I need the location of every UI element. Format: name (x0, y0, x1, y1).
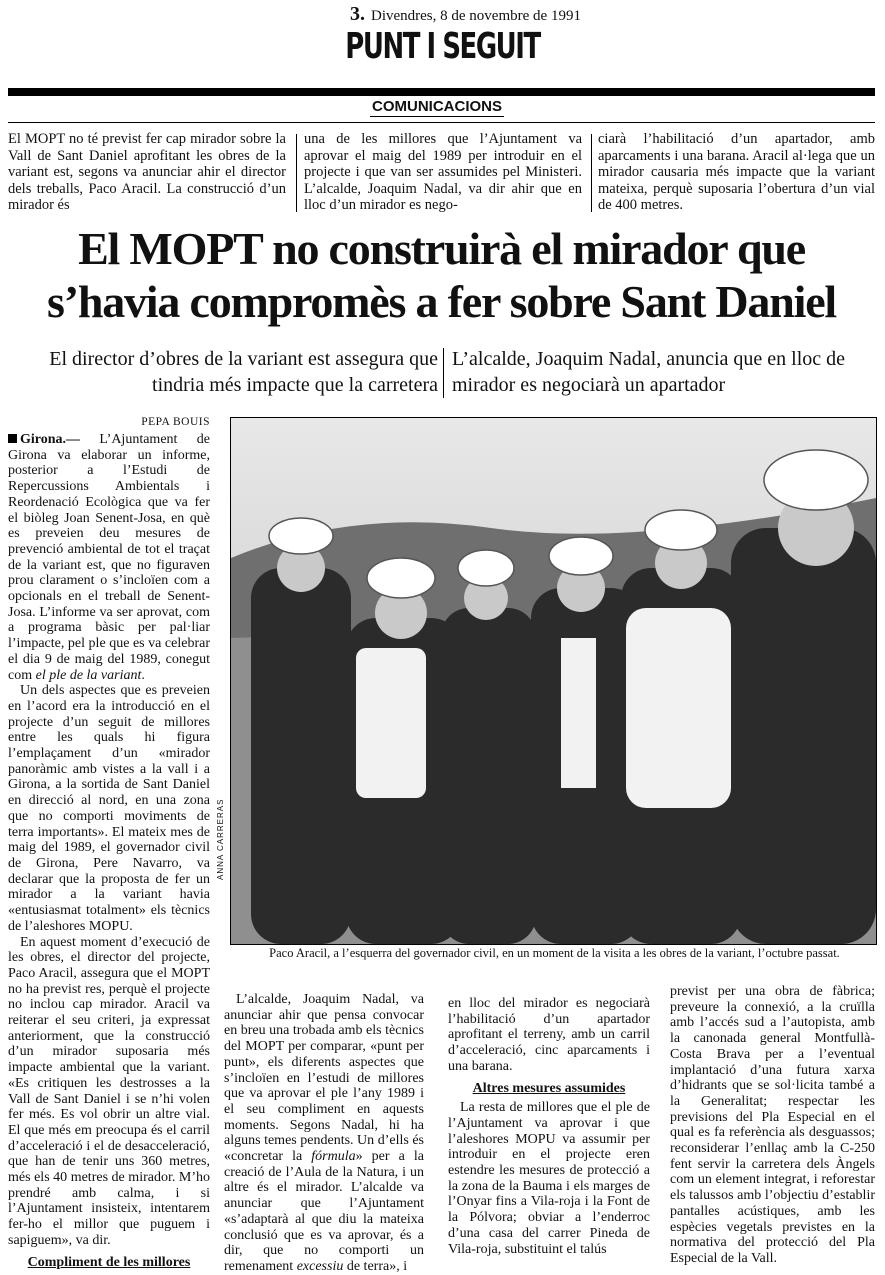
deck-left: El director d’obres de la variant est assegura que tindria més impacte que la carretera (49, 348, 438, 396)
paragraph: En aquest moment d’execució de les obres, el director del projecte, Paco Aracil, assegura que el MOPT no ha previst res, perquè el projecte no inclou cap mirador. Aracil va reiterar el seu criteri, ja expressat anteriorment, que la construcció d’un mirador suposaria més impacte ambiental que la variant. «Es critiquen les destrosses a la Vall de Sant Daniel i se n’hi volen fer més. Es vol obrir un altre vial. El que més em preocupa és el carril d’acceleració i el de desacceleració, que han de tenir uns 360 metres, més els 40 metres de mirador. M’ho prendré amb calma, i si l’Ajuntament insisteix, intentarem fer-ho el millor que puguem i sapiguem», va dir. (8, 934, 210, 1248)
paragraph: Un dels aspectes que es preveien en l’acord era la introducció en el projecte d’un seguit de millores entre les quals hi figura l’emplaçament d’un «mirador panoràmic amb vistes a la vall i a Girona, a la sortida de Sant Daniel en direcció al nord, en una zona que no comporti moviments de terra importants». El mateix mes de maig del 1989, el governador civil de Girona, Pere Navarro, va declarar que la proposta de fer un mirador a la variant havia «entusiasmat totalment» els tècnics de l’aleshores MOPU. (8, 683, 210, 934)
lead-column-3: ciarà l’habilitació d’un apartador, amb aparcaments i una barana. Aracil al·lega que un mirador causaria més impacte que la variant mateixa, perquè suposaria l’obertura d’un vial de 400 metres. (598, 131, 875, 213)
emphasis: fórmula (311, 1149, 356, 1165)
rubric-rule (8, 122, 875, 123)
paragraph (8, 432, 210, 683)
paragraph: previst per una obra de fàbrica; preveure la connexió, a la cruïlla amb l’accés sud a l’autopista, amb la canonada general Montfullà-Costa Brava per a l’eventual implantació d’una futura xarxa d’hidrants que se sol·licita també a la Generalitat; respectar les previsions del Pla Especial en el qual es fa referència als desguassos; reconsiderar l’enllaç amb la C-250 fent servir la carretera dels Àngels com un element integrat, i reforestar els talussos amb l’objectiu d’establir pantalles acústiques, amb les espècies vegetals previstes en la normativa del protecció del Pla Especial de la Vall. (670, 984, 875, 1266)
paragraph (224, 992, 424, 1275)
dateline: Girona.— (20, 432, 81, 447)
text-run: L’Ajuntament de Girona va elaborar un informe, posterior a l’Estudi de Repercussions Ambientals i Reordenació Ecològica que va fer el biòleg Joan Senent-Josa, en què es preveien deu mesures de prevenció ambiental de tot el traçat de la variant est, que no figuraven prou clarament o s’incloïen com a opcionals en el treball de Senent-Josa. L’informe va ser aprovat, com a programa bàsic per pal·liar l’impacte, pel ple que es va celebrar el dia 9 de maig del 1989, conegut com (8, 432, 210, 683)
headline-line-1: El MOPT no construirà el mirador que (78, 223, 805, 274)
photo-credit: ANNA CARRERAS (216, 798, 225, 880)
paragraph: La resta de millores que el ple de l’Ajuntament va aprovar i que l’aleshores MOPU va assumir per introduir en el projecte eren estendre les mesures de protecció a la zona de la Bauma i els marges de l’Onyar fins a Vila-roja i la Font de la Pólvora; obviar a l’enderroc d’una casa del carrer Pineda de Vila-roja, substituint el talús (448, 1100, 650, 1257)
subhead: Compliment de les millores (27, 1254, 191, 1270)
section-title: PUNT I SEGUIT (345, 26, 540, 67)
paragraph: en lloc del mirador es negociarà l’habilitació d’un apartador aprofitant el terreny, amb un carril d’acceleració, cinc aparcaments i una barana. (448, 996, 650, 1074)
text-run: de terra», i (343, 1258, 408, 1274)
page-folio (350, 3, 581, 26)
article-column-3 (448, 996, 650, 1257)
emphasis: excessiu (296, 1258, 344, 1274)
article-column-1 (8, 432, 210, 1274)
column-divider (296, 134, 297, 212)
subhead: Altres mesures assumides (472, 1080, 626, 1096)
text-run: L’alcalde, Joaquim Nadal, va anunciar ahir que pensa convocar en breu una trobada amb els tècnics del MOPT per comparar, «punt per punt», els diferents aspectes que s’incloïen en l’estudi de millores que va aprovar el ple l’any 1989 i el seu compliment en aquests moments. Segons Nadal, hi ha alguns temes pendents. Un d’ells és «concretar la (224, 992, 424, 1165)
headline-line-2: s’havia compromès a fer sobre Sant Daniel (47, 276, 836, 327)
lead-column-1: El MOPT no té previst fer cap mirador sobre la Vall de Sant Daniel aprofitant les obres de la variant est, segons va anunciar ahir el director dels treballs, Paco Aracil. La construcció d’un mirador és (8, 131, 286, 213)
lead-column-2: una de les millores que l’Ajuntament va aprovar el maig del 1989 per introduir en el projecte i que van ser assumides pel Ministeri. L’alcalde, Joaquim Nadal, va dir ahir que en lloc d’un mirador es nego- (304, 131, 582, 213)
article-column-2 (224, 992, 424, 1275)
text-run: » per a la creació de l’Aula de la Natura, i un altre és el mirador. L’alcalde va anunciar que l’Ajuntament «s’adaptarà al que diu la mateixa conclusió que es va aprovar, és a dir, que no comporti un remenament (224, 1149, 424, 1274)
photo-illustration (231, 418, 876, 944)
photo-caption: Paco Aracil, a l’esquerra del governador civil, en un moment de la visita a les obres de la variant, l’octubre passat. (269, 946, 840, 960)
article-column-4 (670, 984, 875, 1267)
byline: PEPA BOUIS (141, 416, 210, 428)
deck-right: L’alcalde, Joaquim Nadal, anuncia que en lloc de mirador es negociarà un apartador (452, 348, 845, 396)
text-run: . (141, 667, 145, 683)
news-photo (230, 417, 877, 945)
deck-divider (443, 348, 444, 398)
header-rule (8, 88, 875, 96)
page-number: 3. (350, 3, 365, 25)
issue-date: Divendres, 8 de novembre de 1991 (371, 8, 581, 24)
section-rubric: COMUNICACIONS (372, 98, 502, 115)
headline (8, 222, 875, 328)
emphasis: el ple de la variant (35, 667, 142, 683)
column-divider (591, 134, 592, 212)
square-bullet-icon (8, 434, 17, 443)
